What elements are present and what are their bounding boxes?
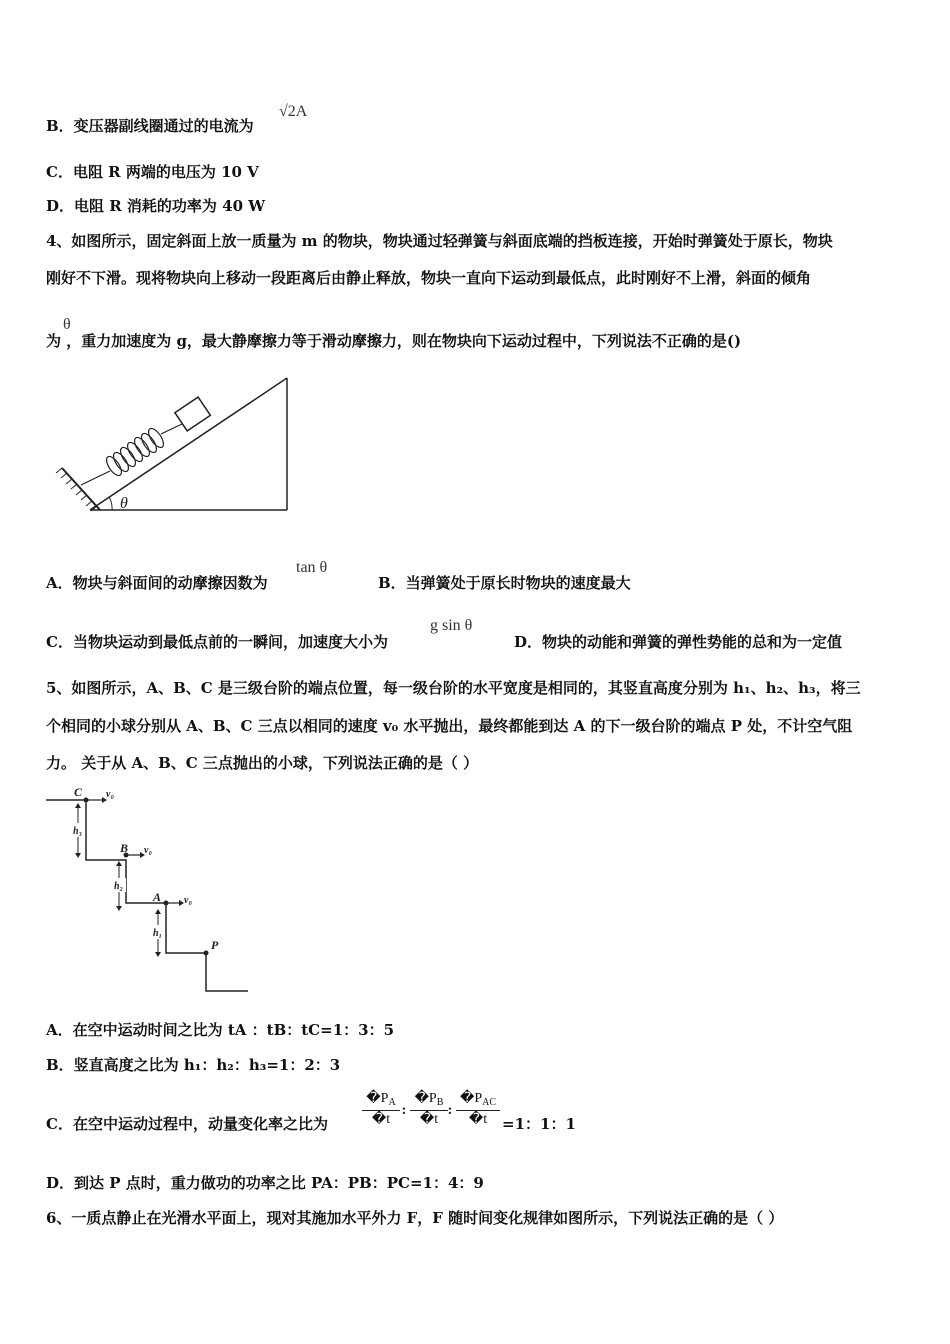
spring	[81, 424, 182, 485]
q4-line-2: 刚好不下滑。现将物块向上移动一段距离后由静止释放，物块一直向下运动到最低点，此时刚好不上滑，斜面的倾角	[46, 269, 812, 287]
q4-option-a-math: tan θ	[296, 559, 328, 576]
label-a-v0: v₀	[184, 895, 192, 906]
q3-option-b	[46, 116, 254, 136]
label-h2: h₂	[114, 881, 124, 892]
q4-line-1: 4、如图所示，固定斜面上放一质量为 m 的物块，物块通过轻弹簧与斜面底端的挡板连接，开始时弹簧处于原长，物块	[46, 232, 833, 250]
q3-option-b-math: √2A	[279, 103, 308, 120]
q5-line-1: 5、如图所示，A、B、C 是三级台阶的端点位置，每一级台阶的水平宽度是相同的，其竖直高度分别为 h₁、h₂、h₃，将三	[46, 679, 861, 697]
frac-b-num: �P	[414, 1091, 437, 1106]
q4-incline-figure	[54, 372, 294, 520]
frac-c-sub: AC	[482, 1097, 497, 1108]
label-h3: h₃	[73, 826, 83, 837]
label-b: B	[120, 841, 129, 855]
q5-stairs-figure	[44, 783, 254, 998]
q5-line-3: 力。 关于从 A、B、C 三点抛出的小球，下列说法正确的是（ ）	[46, 754, 479, 772]
q4-option-a: A．物块与斜面间的动摩擦因数为	[46, 574, 268, 592]
label-a: A	[153, 890, 162, 904]
frac-b-sub: B	[436, 1097, 444, 1108]
q5-option-c-suffix: =1：1：1	[502, 1115, 576, 1133]
label-b-v0: v₀	[144, 845, 152, 856]
q4-option-d: D．物块的动能和弹簧的弹性势能的总和为一定值	[514, 633, 843, 651]
q3-option-c: C．电阻 R 两端的电压为 10 V	[46, 163, 259, 181]
q4-option-c: C．当物块运动到最低点前的一瞬间，加速度大小为	[46, 633, 388, 651]
q5-option-b: B．竖直高度之比为 h₁：h₂：h₃=1：2：3	[46, 1056, 341, 1074]
frac-a-sub: A	[388, 1097, 396, 1108]
q4-option-c-math: g sin θ	[430, 617, 473, 634]
frac-c-den: �t	[468, 1112, 488, 1127]
q3-option-d: D．电阻 R 消耗的功率为 40 W	[46, 197, 266, 215]
q6-line-1: 6、一质点静止在光滑水平面上，现对其施加水平外力 F，F 随时间变化规律如图所示，下列说法正确的是（ ）	[46, 1209, 784, 1227]
q5-frac-b	[410, 1090, 448, 1128]
label-c: C	[74, 785, 83, 799]
q5-option-c-prefix: C．在空中运动过程中，动量变化率之比为	[46, 1115, 328, 1133]
q5-frac-a	[362, 1090, 400, 1128]
point-p	[204, 951, 209, 956]
frac-a-num: �P	[366, 1091, 389, 1106]
wall-hatching	[56, 468, 97, 511]
frac-c-num: �P	[459, 1091, 483, 1106]
ratio-colon-2: :	[447, 1103, 453, 1118]
angle-arc	[109, 497, 112, 510]
label-h1: h₁	[153, 928, 163, 939]
frac-a-den: �t	[371, 1112, 391, 1127]
ratio-colon-1: :	[401, 1103, 407, 1118]
q4-line-3: 为 ，重力加速度为 g，最大静摩擦力等于滑动摩擦力，则在物块向下运动过程中，下列说法不正确的是()	[46, 332, 742, 350]
wall-plate	[62, 468, 100, 510]
q4-option-b: B．当弹簧处于原长时物块的速度最大	[378, 574, 631, 592]
q4-theta-symbol: θ	[63, 316, 71, 333]
angle-label: θ	[120, 495, 128, 512]
q5-option-d: D．到达 P 点时，重力做功的功率之比 PA：PB：PC=1：4：9	[46, 1174, 484, 1192]
frac-b-den: �t	[419, 1112, 439, 1127]
q5-option-a: A．在空中运动时间之比为 tA ：tB：tC=1：3：5	[46, 1021, 395, 1039]
q5-line-2: 个相同的小球分别从 A、B、C 三点以相同的速度 v₀ 水平抛出，最终都能到达 A 的下一级台阶的端点 P 处，不计空气阻	[46, 717, 853, 735]
label-p: P	[211, 938, 219, 952]
q3-option-b-text: B．变压器副线圈通过的电流为	[46, 117, 254, 135]
label-c-v0: v₀	[106, 789, 114, 800]
q5-frac-c	[456, 1090, 500, 1128]
incline-slope	[90, 378, 287, 510]
block	[175, 397, 211, 431]
